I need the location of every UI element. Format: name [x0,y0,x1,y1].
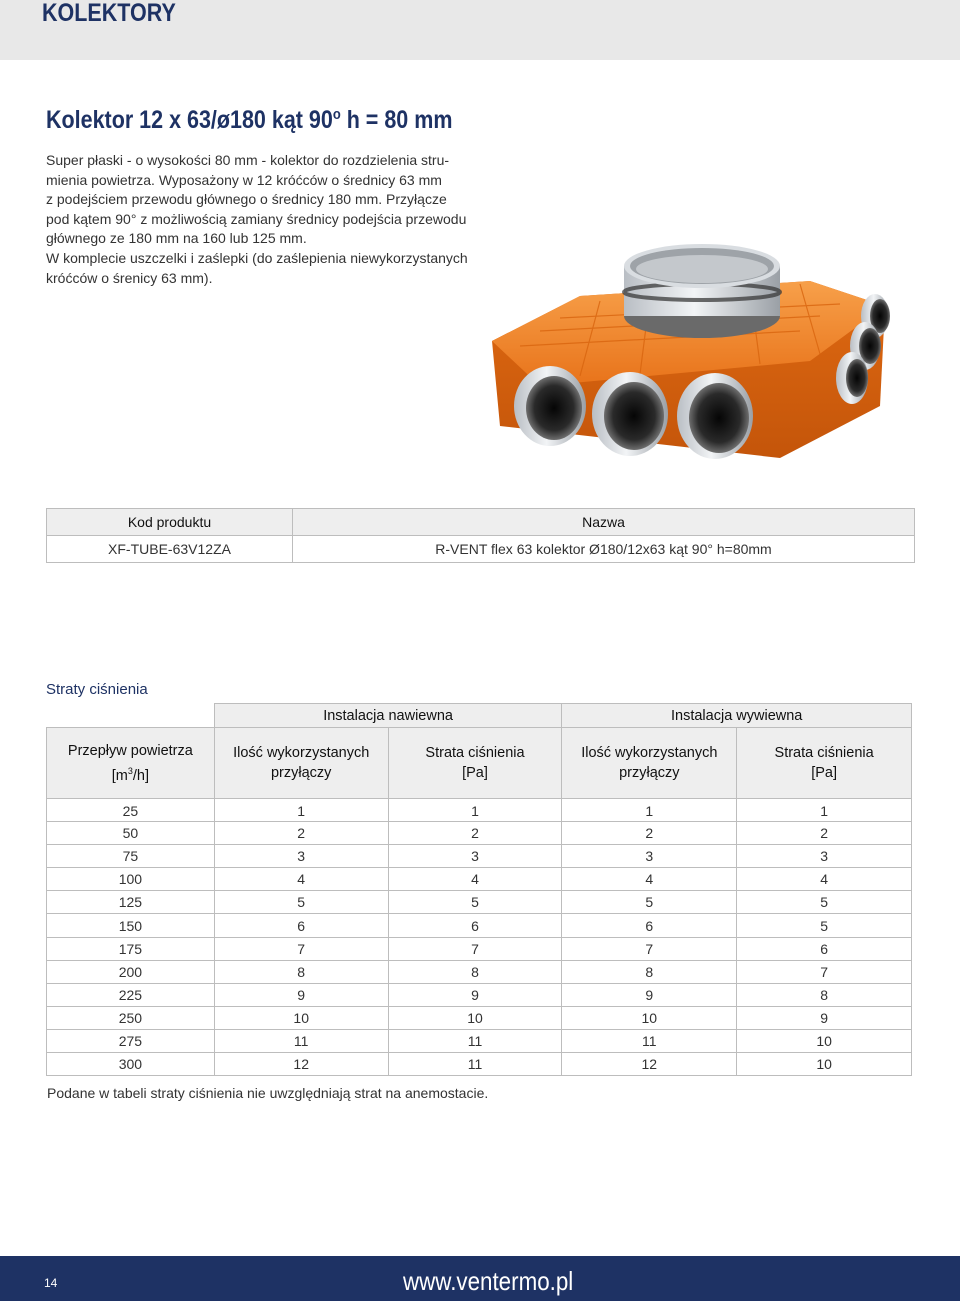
product-title [46,100,452,135]
empty-corner [47,704,215,728]
table-cell: 200 [47,960,215,983]
table-cell: 1 [737,799,912,822]
collector-product-image [480,236,920,472]
count-label: Ilość wykorzystanych [581,745,718,761]
table-cell: 10 [388,1006,562,1029]
product-title-main: Kolektor 12 x 63/ø180 kąt 90 [46,106,333,134]
table-cell: 2 [737,822,912,845]
product-title-degree: o [332,106,341,123]
table-cell: 6 [737,937,912,960]
table-cell: 5 [737,891,912,914]
table-row [47,799,912,822]
loss-unit: [Pa] [462,765,488,781]
table-cell: 225 [47,983,215,1006]
table-cell: 2 [562,822,737,845]
table-cell: 6 [562,914,737,937]
airflow-unit-exponent: 3 [127,765,133,776]
table-cell: 4 [737,868,912,891]
pressure-loss-table [46,703,912,1076]
table-cell: 9 [737,1006,912,1029]
table-cell: 8 [214,960,388,983]
table-cell: 4 [388,868,562,891]
website-link[interactable]: www.ventermo.pl [403,1266,574,1296]
table-cell: 12 [214,1053,388,1076]
table-cell: 3 [737,845,912,868]
table-cell: 11 [562,1029,737,1052]
airflow-label: Przepływ powietrza [67,742,193,759]
table-cell: 100 [47,868,215,891]
description-line: W komplecie uszczelki i zaślepki (do zaślepienia niewykorzystanych [46,249,468,266]
table-cell: 11 [388,1053,562,1076]
table-cell: 6 [388,914,562,937]
table-cell: 75 [47,845,215,868]
table-cell: 5 [214,891,388,914]
loss-label: Strata ciśnienia [425,745,525,761]
table-cell: 12 [562,1053,737,1076]
table-cell: 150 [47,914,215,937]
table-cell: 2 [214,822,388,845]
col-header-supply-loss [388,728,562,799]
table-cell: 2 [388,822,562,845]
table-cell: 300 [47,1053,215,1076]
table-cell: 125 [47,891,215,914]
table-row [47,845,912,868]
table-row [47,822,912,845]
table-cell: 3 [214,845,388,868]
table-cell: 11 [214,1029,388,1052]
description-line: mienia powietrza. Wyposażony w 12 króćców o średnicy 63 mm [46,171,442,188]
product-code-table [46,508,915,563]
table-cell: 10 [562,1006,737,1029]
table-cell: 1 [562,799,737,822]
table-cell: 8 [737,983,912,1006]
table-row [47,536,915,563]
col-header-exhaust-loss [737,728,912,799]
table-cell: 4 [562,868,737,891]
table-cell: 275 [47,1029,215,1052]
table-row [47,960,912,983]
table-cell: 4 [214,868,388,891]
count-label-2: przyłączy [270,765,332,781]
table-cell: 8 [562,960,737,983]
table-footnote: Podane w tabeli straty ciśnienia nie uwzględniają strat na anemostacie. [47,1085,489,1101]
description-line: głównego ze 180 mm na 160 lub 125 mm. [46,230,307,247]
description-line: Super płaski - o wysokości 80 mm - kolektor do rozdzielenia stru- [46,152,450,168]
table-row [47,1006,912,1029]
page-number: 14 [44,1276,58,1290]
col-header-supply-count [214,728,388,799]
table-cell: 175 [47,937,215,960]
table-cell: 3 [562,845,737,868]
count-label-2: przyłączy [619,765,680,781]
col-header-airflow [47,728,215,799]
airflow-unit-prefix: [m [111,767,128,784]
table-row [47,983,912,1006]
table-row [47,937,912,960]
table-cell: 3 [388,845,562,868]
table-row [47,914,912,937]
table-cell: 25 [47,799,215,822]
loss-label: Strata ciśnienia [774,745,874,761]
product-title-tail: h = 80 mm [340,106,453,134]
table-cell: 1 [388,799,562,822]
table-cell: 6 [214,914,388,937]
table-cell: 5 [737,914,912,937]
table-cell: 10 [737,1053,912,1076]
airflow-unit-suffix: /h] [132,767,150,784]
description-line: króćców o śrenicy 63 mm). [46,269,213,286]
table-row [47,1053,912,1076]
table-cell: 10 [214,1006,388,1029]
header-product-code: Kod produktu [47,509,293,536]
table-cell: 7 [737,960,912,983]
table-cell: 7 [214,937,388,960]
col-header-exhaust-count [562,728,737,799]
table-cell: 1 [214,799,388,822]
table-row [47,868,912,891]
table-cell: 11 [388,1029,562,1052]
header-name: Nazwa [293,509,915,536]
product-name: R-VENT flex 63 kolektor Ø180/12x63 kąt 90° h=80mm [293,536,915,563]
group-header-supply: Instalacja nawiewna [214,704,562,728]
table-cell: 7 [388,937,562,960]
table-cell: 5 [388,891,562,914]
table-cell: 5 [562,891,737,914]
table-cell: 10 [737,1029,912,1052]
pressure-loss-label: Straty ciśnienia [46,681,148,698]
description-line: z podejściem przewodu głównego o średnicy 180 mm. Przyłącze [46,191,447,208]
table-cell: 9 [562,983,737,1006]
description-line: pod kątem 90° z możliwością zamiany średnicy podejścia przewodu [46,210,467,227]
table-cell: 250 [47,1006,215,1029]
table-cell: 9 [214,983,388,1006]
product-description [46,151,476,288]
table-row [47,1029,912,1052]
group-header-exhaust: Instalacja wywiewna [562,704,912,728]
section-title: KOLEKTORY [42,0,176,27]
table-cell: 8 [388,960,562,983]
loss-unit: [Pa] [811,765,837,781]
table-row [47,891,912,914]
table-cell: 7 [562,937,737,960]
product-code: XF-TUBE-63V12ZA [47,536,293,563]
count-label: Ilość wykorzystanych [233,745,370,761]
table-cell: 50 [47,822,215,845]
table-cell: 9 [388,983,562,1006]
